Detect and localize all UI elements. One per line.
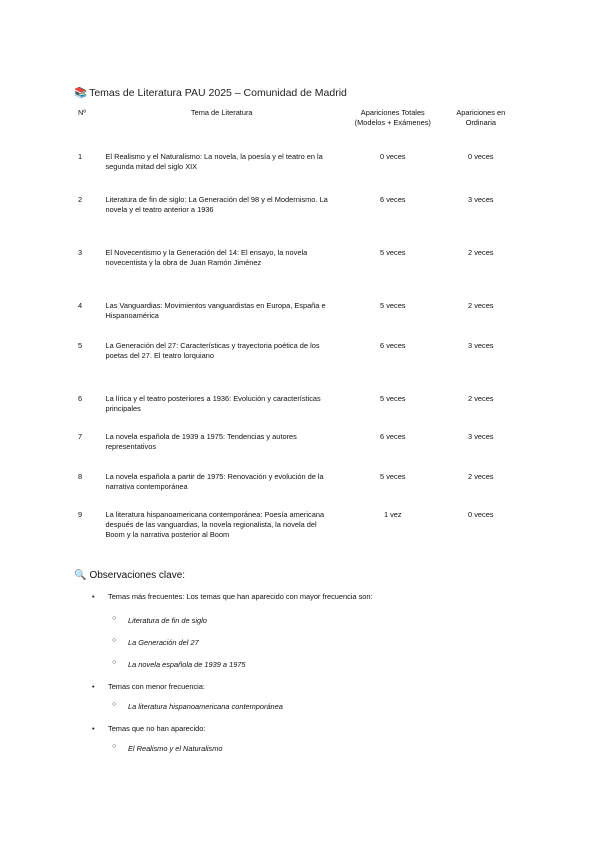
header-num: Nº xyxy=(78,108,87,117)
row-ordinary: 3 veces xyxy=(468,432,494,441)
row-total: 5 veces xyxy=(380,301,406,310)
table-row xyxy=(72,301,520,341)
list-item xyxy=(92,592,522,616)
observation-label: Temas más frecuentes: Los temas que han aparecido con mayor frecuencia son: xyxy=(108,592,373,601)
row-num: 1 xyxy=(78,152,83,161)
row-num: 5 xyxy=(78,341,83,350)
row-num: 7 xyxy=(78,432,83,441)
row-ordinary: 0 veces xyxy=(468,152,494,161)
row-total: 6 veces xyxy=(380,341,406,350)
observations-title-text: Observaciones clave: xyxy=(89,570,186,581)
observations-list xyxy=(92,592,522,766)
row-topic: La novela española de 1939 a 1975: Tendencias y autores representativos xyxy=(105,432,297,451)
list-item xyxy=(92,744,522,766)
observations-title xyxy=(74,570,185,581)
row-num: 9 xyxy=(78,510,83,519)
books-icon: 📚 xyxy=(74,87,88,99)
row-ordinary: 2 veces xyxy=(468,301,494,310)
sub-list-item xyxy=(92,660,522,682)
row-total: 5 veces xyxy=(380,472,406,481)
circle-bullet-icon: ○ xyxy=(112,701,117,708)
list-item xyxy=(92,682,522,702)
row-total: 5 veces xyxy=(380,248,406,257)
sub-list-item xyxy=(92,638,522,660)
circle-bullet-icon: ○ xyxy=(112,659,117,666)
bullet-icon: • xyxy=(92,724,95,733)
sub-list-item xyxy=(92,702,522,724)
row-topic: La lírica y el teatro posteriores a 1936: Evolución y características principales xyxy=(105,394,321,413)
row-topic: La Generación del 27: Características y trayectoria poética de los poetas del 27. El teatro lorquiano xyxy=(105,341,320,360)
row-num: 2 xyxy=(78,195,83,204)
table-row xyxy=(72,152,520,195)
table-row xyxy=(72,432,520,472)
row-total: 0 veces xyxy=(380,152,406,161)
table-row xyxy=(72,341,520,394)
header-total: Apariciones Totales (Modelos + Exámenes) xyxy=(354,108,431,127)
sub-list xyxy=(92,616,522,682)
circle-bullet-icon: ○ xyxy=(112,637,117,644)
bullet-icon: • xyxy=(92,682,95,691)
row-topic: La literatura hispanoamericana contemporánea: Poesía americana después de las vanguardias, la novela regionalista, la novela del Boom y la narrativa posterior al Boom xyxy=(105,510,325,539)
table-header-row xyxy=(72,106,520,152)
list-item xyxy=(92,616,522,682)
sub-list xyxy=(92,744,522,766)
sub-item-label: Literatura de fin de siglo xyxy=(128,616,207,625)
topics-table xyxy=(72,106,520,550)
sub-item-label: El Realismo y el Naturalismo xyxy=(128,744,223,753)
row-num: 6 xyxy=(78,394,83,403)
header-topic: Tema de Literatura xyxy=(190,108,253,117)
sub-list-item xyxy=(92,744,522,766)
table-row xyxy=(72,248,520,301)
row-ordinary: 0 veces xyxy=(468,510,494,519)
row-topic: Literatura de fin de siglo: La Generación del 98 y el Modernismo. La novela y el teatro anterior a 1936 xyxy=(105,195,328,214)
circle-bullet-icon: ○ xyxy=(112,615,117,622)
row-total: 5 veces xyxy=(380,394,406,403)
row-ordinary: 2 veces xyxy=(468,472,494,481)
magnifier-icon: 🔍 xyxy=(74,570,87,581)
table-row xyxy=(72,510,520,550)
row-topic: El Novecentismo y la Generación del 14: El ensayo, la novela novecentista y la obra de Juan Ramón Jiménez xyxy=(105,248,308,267)
document-title xyxy=(74,86,347,99)
document-title-text: Temas de Literatura PAU 2025 – Comunidad de Madrid xyxy=(89,87,347,99)
circle-bullet-icon: ○ xyxy=(112,743,117,750)
row-topic: La novela española a partir de 1975: Renovación y evolución de la narrativa contemporánea xyxy=(105,472,324,491)
row-num: 3 xyxy=(78,248,83,257)
row-num: 8 xyxy=(78,472,83,481)
row-topic: Las Vanguardias: Movimientos vanguardistas en Europa, España e Hispanoamérica xyxy=(105,301,326,320)
list-item xyxy=(92,724,522,744)
table-row xyxy=(72,394,520,432)
sub-item-label: La Generación del 27 xyxy=(128,638,199,647)
sub-list-item xyxy=(92,616,522,638)
header-ordinary: Apariciones en Ordinaria xyxy=(456,108,506,127)
row-ordinary: 3 veces xyxy=(468,341,494,350)
row-total: 1 vez xyxy=(383,510,402,519)
sub-item-label: La literatura hispanoamericana contemporánea xyxy=(128,702,283,711)
observation-label: Temas que no han aparecido: xyxy=(108,724,206,733)
bullet-icon: • xyxy=(92,592,95,601)
row-num: 4 xyxy=(78,301,83,310)
table-row xyxy=(72,195,520,248)
row-ordinary: 3 veces xyxy=(468,195,494,204)
row-ordinary: 2 veces xyxy=(468,394,494,403)
observation-label: Temas con menor frecuencia: xyxy=(108,682,205,691)
list-item xyxy=(92,702,522,724)
table-row xyxy=(72,472,520,510)
sub-item-label: La novela española de 1939 a 1975 xyxy=(128,660,246,669)
row-ordinary: 2 veces xyxy=(468,248,494,257)
sub-list xyxy=(92,702,522,724)
row-total: 6 veces xyxy=(380,432,406,441)
row-total: 6 veces xyxy=(380,195,406,204)
row-topic: El Realismo y el Naturalismo: La novela, la poesía y el teatro en la segunda mitad del siglo XIX xyxy=(105,152,323,171)
